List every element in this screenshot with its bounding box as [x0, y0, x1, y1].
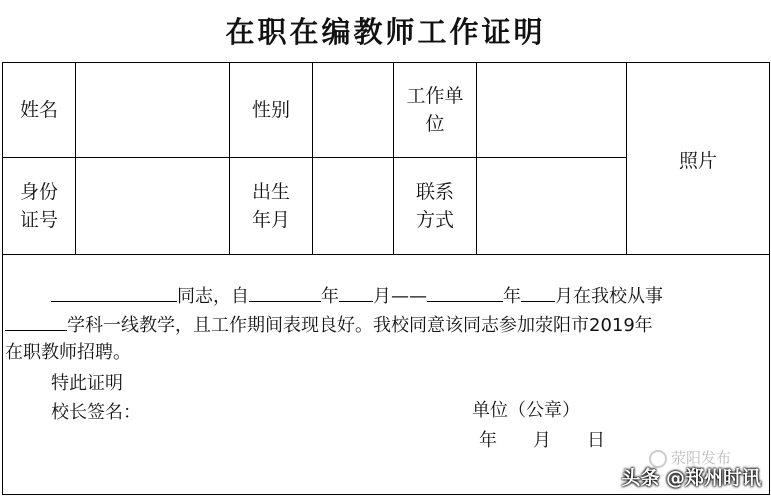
- gender-label: 性别: [230, 63, 313, 158]
- date-line: 年 月 日: [479, 430, 605, 451]
- certificate-line-3: 在职教师招聘。: [5, 342, 131, 363]
- page-title: 在职在编教师工作证明: [225, 15, 546, 49]
- principal-signature-label: 校长签名：: [51, 402, 141, 423]
- work-unit-label: 工作单 位: [394, 63, 477, 158]
- end-month-blank[interactable]: [521, 281, 555, 302]
- id-number-field[interactable]: [76, 158, 230, 255]
- start-month-blank[interactable]: [339, 281, 373, 302]
- special-proof: 特此证明: [51, 373, 123, 394]
- certificate-line-1: 同志，自 年 月—— 年 月在我校从事: [51, 281, 663, 311]
- work-unit-field[interactable]: [477, 63, 627, 158]
- certificate-form: [2, 62, 770, 495]
- photo-cell: 照片: [627, 63, 770, 255]
- subject-blank[interactable]: [5, 310, 67, 331]
- start-year-blank[interactable]: [249, 281, 321, 302]
- watermark-faint: 荥阳发布: [649, 447, 731, 468]
- id-number-label: 身份 证号: [3, 158, 76, 255]
- unit-seal-label: 单位（公章）: [472, 400, 580, 421]
- watermark-main: 头条 @郑州时讯: [621, 467, 761, 489]
- certificate-line-2: 学科一线教学，且工作期间表现良好。我校同意该同志参加荥阳市2019年: [5, 310, 653, 340]
- gender-field[interactable]: [313, 63, 394, 158]
- contact-label: 联系 方式: [394, 158, 477, 255]
- name-blank[interactable]: [51, 281, 177, 302]
- birth-date-field[interactable]: [313, 158, 394, 255]
- name-label: 姓名: [3, 63, 76, 158]
- name-field[interactable]: [76, 63, 230, 158]
- contact-field[interactable]: [477, 158, 627, 255]
- end-year-blank[interactable]: [427, 281, 503, 302]
- birth-date-label: 出生 年月: [230, 158, 313, 255]
